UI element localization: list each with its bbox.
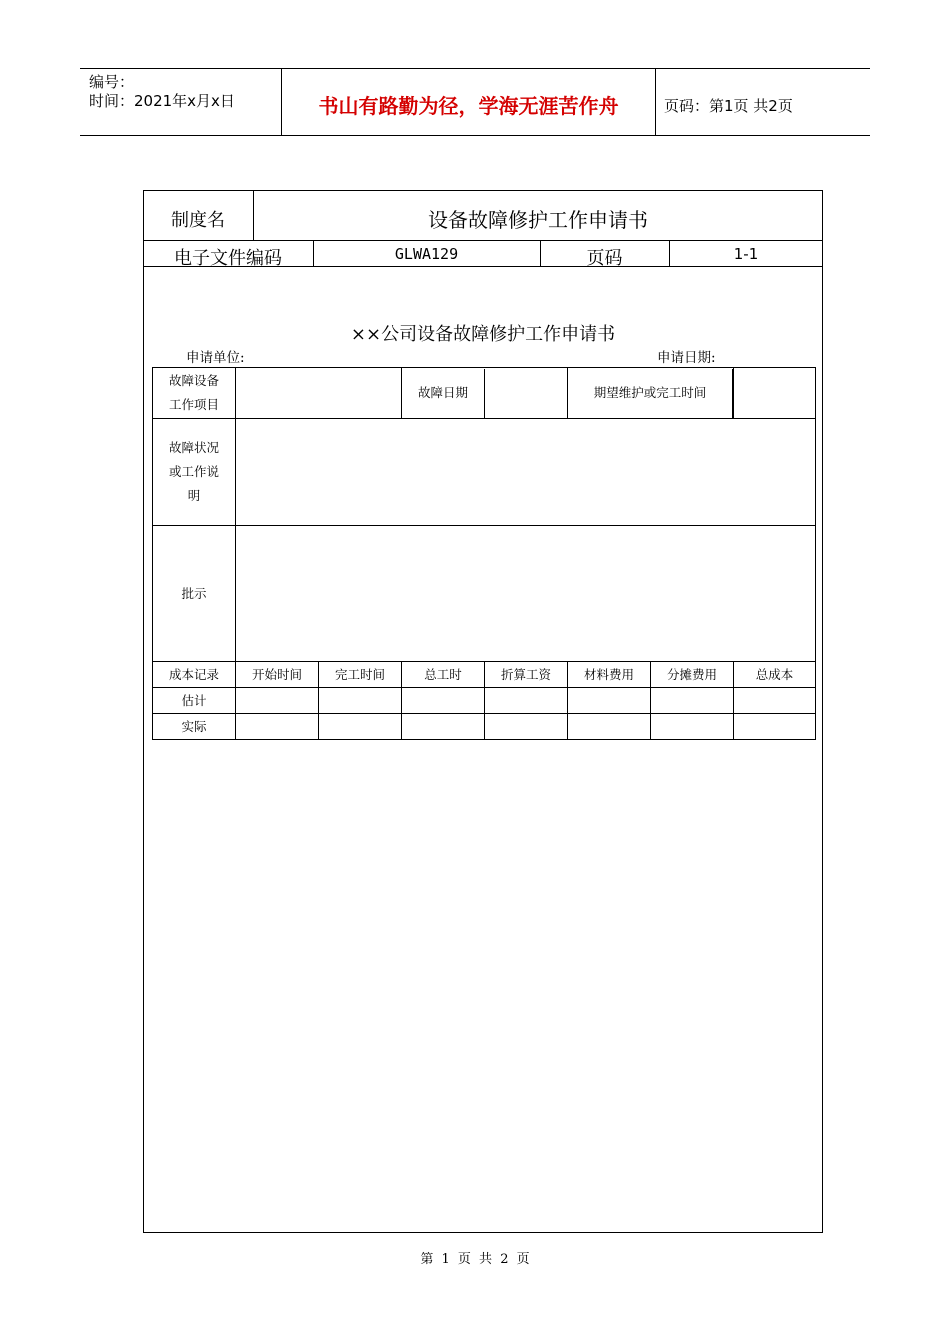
cost-cell-input[interactable] — [319, 688, 402, 714]
page-footer: 第 1 页 共 2 页 — [420, 1252, 530, 1267]
cost-cell-input[interactable] — [402, 688, 485, 714]
cost-cell-input[interactable] — [568, 714, 651, 740]
equipment-label: 故障设备工作项目 — [168, 373, 219, 412]
cost-cell-input[interactable] — [734, 714, 816, 740]
header-divider — [655, 68, 656, 136]
expected-label-cell — [568, 369, 733, 418]
cost-cell-input[interactable] — [734, 688, 816, 714]
description-label: 故障状况或工作说明 — [168, 440, 219, 503]
cost-cell-input[interactable] — [485, 714, 568, 740]
equipment-label-cell — [153, 368, 236, 419]
approval-input[interactable] — [236, 526, 816, 662]
description-label-cell — [153, 419, 236, 526]
motto-text: 书山有路勤为径，学海无涯苦作舟 — [318, 94, 619, 118]
form-title: ××公司设备故障修护工作申请书 — [350, 324, 616, 345]
file-code-label: 电子文件编码 — [174, 248, 282, 269]
header-page-info: 页码：第1页 共2页 — [664, 97, 793, 115]
application-form-table — [152, 367, 816, 740]
cost-row-label: 实际 — [153, 714, 236, 740]
page-value: 1-1 — [733, 245, 759, 263]
serial-label: 编号： — [89, 73, 135, 91]
cost-cell-input[interactable] — [236, 688, 319, 714]
cost-header-cell: 总成本 — [734, 662, 816, 688]
expected-group — [568, 368, 734, 419]
cost-cell-input[interactable] — [236, 714, 319, 740]
fault-date-label-cell — [402, 369, 485, 418]
cost-cell-input[interactable] — [485, 688, 568, 714]
cost-header-cell: 总工时 — [402, 662, 485, 688]
cost-header-cell: 开始时间 — [236, 662, 319, 688]
description-input[interactable] — [236, 419, 816, 526]
equipment-input[interactable] — [236, 368, 402, 419]
grid-line — [143, 240, 823, 241]
fault-date-group — [402, 368, 568, 419]
cost-header-cell: 材料费用 — [568, 662, 651, 688]
cost-cell-input[interactable] — [568, 688, 651, 714]
cost-row-actual — [153, 714, 816, 740]
cost-header-cell: 分摊费用 — [651, 662, 734, 688]
policy-label: 制度名 — [171, 210, 225, 231]
cost-header-cell: 完工时间 — [319, 662, 402, 688]
fault-date-input[interactable] — [485, 369, 568, 418]
approval-label: 批示 — [181, 585, 207, 601]
cost-row-label: 估计 — [153, 688, 236, 714]
form-row-description — [153, 419, 816, 526]
cost-cell-input[interactable] — [651, 688, 734, 714]
cost-cell-input[interactable] — [651, 714, 734, 740]
cost-cell-input[interactable] — [319, 714, 402, 740]
form-row-equipment — [153, 368, 816, 419]
header-bottom-rule — [80, 135, 870, 136]
cost-header-row — [153, 662, 816, 688]
cost-cell-input[interactable] — [402, 714, 485, 740]
cost-row-estimate — [153, 688, 816, 714]
expected-time-input[interactable] — [734, 368, 816, 419]
header-top-rule — [80, 68, 870, 69]
date-label: 时间：2021年x月x日 — [89, 92, 235, 110]
policy-title: 设备故障修护工作申请书 — [428, 208, 648, 232]
expected-time-label: 期望维护或完工时间 — [593, 385, 707, 400]
approval-label-cell — [153, 526, 236, 662]
form-row-approval — [153, 526, 816, 662]
apply-date-label: 申请日期: — [657, 350, 716, 366]
cost-header-cell: 成本记录 — [153, 662, 236, 688]
page-label: 页码 — [586, 248, 623, 269]
cost-header-cell: 折算工资 — [485, 662, 568, 688]
applicant-unit-label: 申请单位: — [186, 350, 245, 366]
file-code-value: GLWA129 — [394, 245, 459, 263]
fault-date-label: 故障日期 — [417, 385, 468, 400]
